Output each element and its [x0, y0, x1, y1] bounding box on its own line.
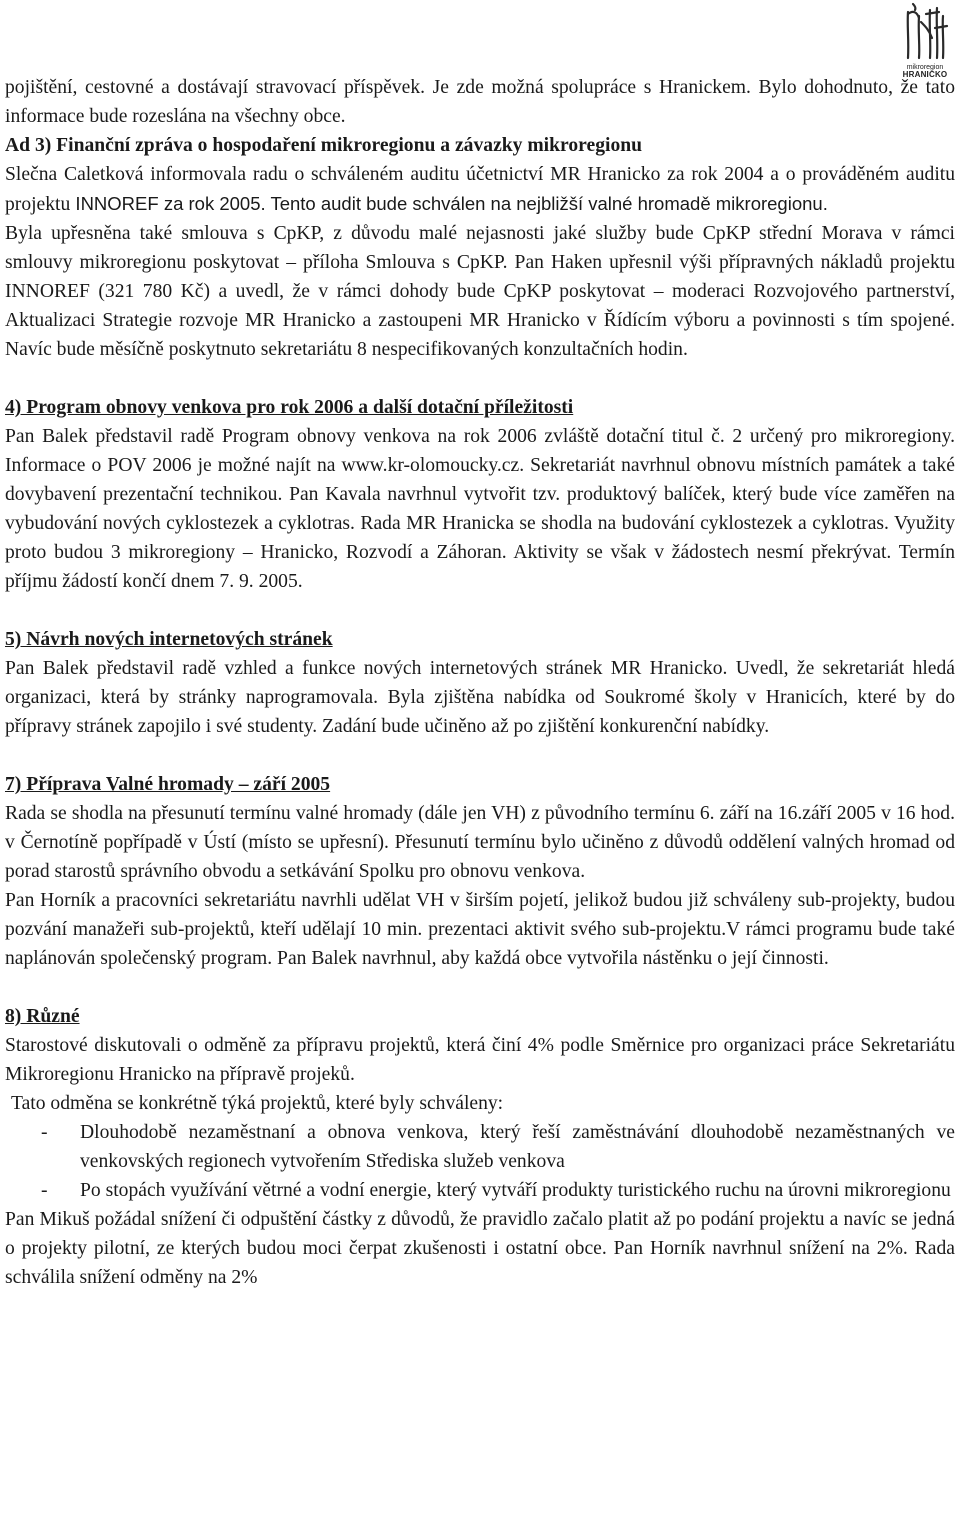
ad3-paragraph-1: [5, 160, 955, 219]
section-7-paragraph-2: Pan Horník a pracovníci sekretariátu navrhli udělat VH v širším pojetí, jelikož budou již schváleny sub-projekty, budou pozvání manažeři sub-projektů, kteří udělají 10 min. prezentaci aktivit svého sub-projektu.V rámci programu bude také naplánován společenský program. Pan Balek navrhnul, aby každá obce vytvořila nástěnku o její činnosti.: [5, 890, 955, 969]
spacer: [5, 596, 955, 625]
ad3-p1-sans: INNOREF za rok 2005. Tento audit bude schválen na nejbližší valné hromadě mikroregionu.: [70, 193, 828, 214]
section-7-heading: [5, 770, 955, 799]
logo-line2: HRANICKO: [902, 70, 948, 79]
list-item: - Po stopách využívání větrné a vodní energie, který vytváří produkty turistického ruchu na úrovni mikroregionu: [5, 1176, 955, 1205]
section-5-heading: [5, 625, 955, 654]
section-8-paragraph-2: Tato odměna se konkrétně týká projektů, které byly schváleny:: [11, 1093, 504, 1114]
mikroregion-logo: [899, 2, 951, 79]
section-7-paragraph-1: Rada se shodla na přesunutí termínu valné hromady (dále jen VH) z původního termínu 6. září na 16.září 2005 v 16 hod. v Černotíně popřípadě v Ústí (místo se upřesní). Přesunutí termínu bylo učiněno z důvodů oddělení valných hromad od porad starostů správního obvodu a setkávání Spolku pro obnovu venkova.: [5, 803, 955, 882]
ad3-p1-serif: Slečna Caletková informovala radu o schváleném auditu účetnictví MR Hranicko za rok 2004 a o prováděném auditu projektu: [5, 164, 955, 215]
section-4-heading-text: 4) Program obnovy venkova pro rok 2006 a další dotační příležitosti: [5, 397, 574, 418]
logo-graphic: [899, 2, 951, 64]
section-8-paragraph-3: Pan Mikuš požádal snížení či odpuštění částky z důvodů, že pravidlo začalo platit až po podání projektu a navíc se jedná o projekty pilotní, ze kterých budou moci čerpat zkušenosti i ostatní obce. Pan Horník navrhnul snížení na 2%. Rada schválila snížení odměny na 2%: [5, 1209, 955, 1288]
logo-line1: mikroregion: [906, 64, 944, 71]
section-8-paragraph-1: Starostové diskutovali o odměně za přípravu projektů, která činí 4% podle Směrnice pro organizaci práce Sekretariátu Mikroregionu Hranicko na přípravě projeků.: [5, 1035, 955, 1085]
ad3-heading: Ad 3) Finanční zpráva o hospodaření mikroregionu a závazky mikroregionu: [5, 135, 643, 156]
list-item: - Dlouhodobě nezaměstnaní a obnova venkova, který řeší zaměstnávání dlouhodobě nezaměstnaných ve venkovských regionech vytvořením Střediska služeb venkova: [5, 1118, 955, 1176]
spacer: [5, 364, 955, 393]
spacer: [5, 741, 955, 770]
section-7-heading-text: 7) Příprava Valné hromady – září 2005: [5, 774, 331, 795]
intro-paragraph: pojištění, cestovné a dostávají stravovací příspěvek. Je zde možná spolupráce s Hranickem. Bylo dohodnuto, že tato informace bude rozeslána na všechny obce.: [5, 77, 955, 127]
section-8-heading-text: 8) Různé: [5, 1006, 80, 1027]
spacer: [5, 973, 955, 1002]
approved-projects-list: [5, 1118, 955, 1205]
section-5-paragraph: Pan Balek představil radě vzhled a funkce nových internetových stránek MR Hranicko. Uvedl, že sekretariát hledá organizaci, která by stránky naprogramovala. Byla zjištěna nabídka od Soukromé školy v Hranicích, které by do přípravy stránek zapojilo i své studenty. Zadání bude učiněno až po zjištění konkurenční nabídky.: [5, 658, 955, 737]
section-4-paragraph: Pan Balek představil radě Program obnovy venkova na rok 2006 zvláště dotační titul č. 2 určený pro mikroregiony. Informace o POV 2006 je možné najít na www.kr-olomoucky.cz. Sekretariát navrhnul obnovu místních památek a také dovybavení prezentační technikou. Pan Kavala navrhnul vytvořit tzv. produktový balíček, který bude více zaměřen na vybudování nových cyklostezek a cyklotras. Rada MR Hranicka se shodla na budování cyklostezek a cyklotras. Využity proto budou 3 mikroregiony – Hranicko, Rozvodí a Záhoran. Aktivity se však v žádostech nesmí překrývat. Termín příjmu žádostí končí dnem 7. 9. 2005.: [5, 426, 955, 592]
section-8-heading: [5, 1002, 955, 1031]
ad3-paragraph-2: Byla upřesněna také smlouva s CpKP, z důvodu malé nejasnosti jaké služby bude CpKP střední Morava v rámci smlouvy mikroregionu poskytovat – příloha Smlouva s CpKP. Pan Haken upřesnil výši přípravných nákladů projektu INNOREF (321 780 Kč) a uvedl, že v rámci dohody bude CpKP poskytovat – moderaci Rozvojového partnerství, Aktualizaci Strategie rozvoje MR Hranicko a zastoupeni MR Hranicko v Řídícím výboru a povinnosti s tím spojené. Navíc bude měsíčně poskytnuto sekretariátu 8 nespecifikovaných konzultačních hodin.: [5, 223, 955, 360]
document-body: [5, 70, 955, 1292]
section-4-heading: [5, 393, 955, 422]
section-5-heading-text: 5) Návrh nových internetových stránek: [5, 629, 333, 650]
